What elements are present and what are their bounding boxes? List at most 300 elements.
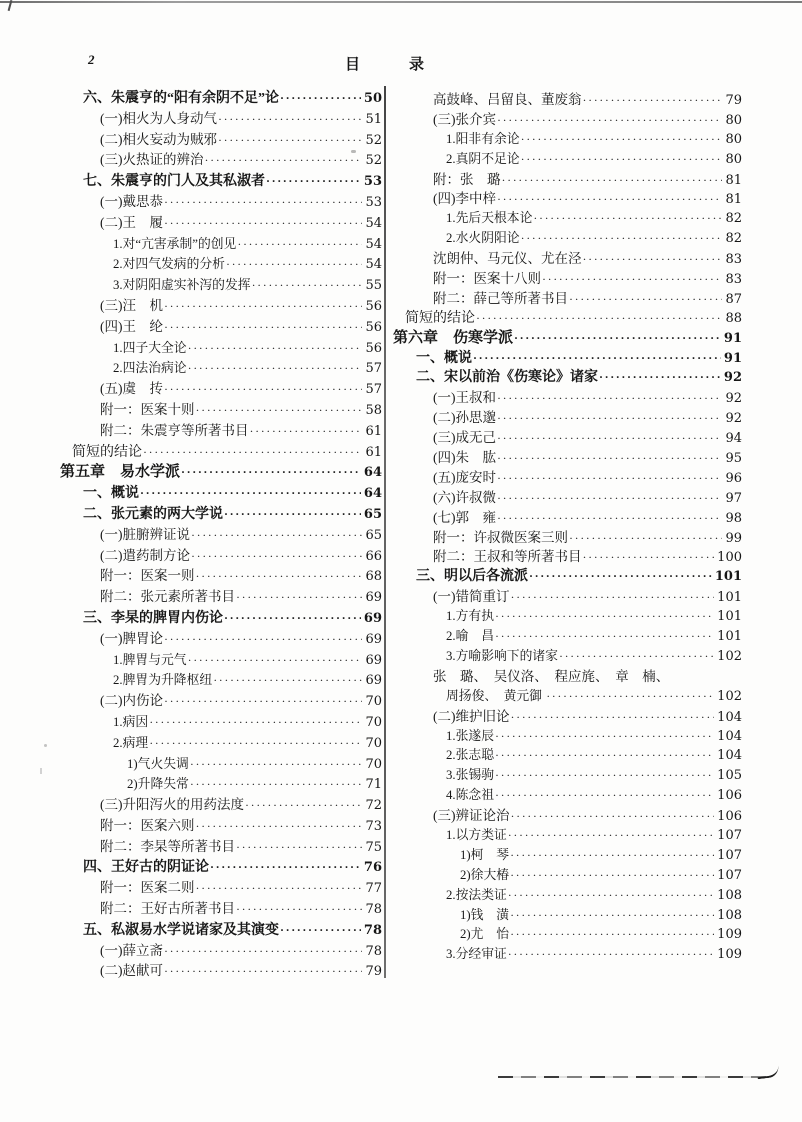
scan-artifact-speck (44, 744, 47, 747)
toc-entry (393, 687, 742, 707)
toc-entry (393, 329, 742, 349)
toc-entry-title: 附二：朱震亨等所著书目 (100, 422, 249, 438)
toc-entry-page-number: 104 (717, 748, 742, 764)
toc-entry-title: (五)庞安时 (433, 469, 496, 485)
toc-entry-title: 2.按法类证 (446, 887, 507, 902)
toc-entry-page-number: 106 (717, 788, 742, 804)
toc-entry (393, 508, 742, 528)
dot-leader (495, 627, 714, 647)
toc-entry-page-number: 92 (723, 370, 742, 386)
dot-leader (252, 275, 363, 296)
dot-leader (196, 566, 363, 587)
dot-leader (164, 691, 362, 712)
toc-entry (393, 90, 742, 110)
toc-entry-page-number: 109 (717, 947, 742, 963)
dot-leader (143, 442, 362, 463)
dot-leader (521, 229, 723, 249)
dot-leader (210, 857, 361, 878)
toc-entry-page-number: 83 (725, 272, 742, 288)
toc-entry-title: 2.喻 昌 (446, 629, 494, 644)
toc-entry (60, 754, 382, 775)
toc-entry-title: (一)脾胃论 (100, 630, 163, 646)
dot-leader (191, 525, 362, 546)
toc-entry (393, 189, 742, 209)
toc-entry (393, 249, 742, 269)
dot-leader (164, 379, 362, 400)
toc-entry (60, 421, 382, 442)
dot-leader (497, 190, 722, 210)
toc-entry-page-number: 69 (365, 673, 382, 689)
dot-leader (280, 88, 361, 109)
toc-entry-title: 附一：医案二则 (100, 880, 195, 896)
toc-entry-title: (三)汪 机 (100, 297, 163, 313)
toc-entry (393, 866, 742, 886)
toc-entry (60, 358, 382, 379)
dot-leader (164, 961, 362, 982)
toc-entry (393, 209, 742, 229)
dot-leader (196, 400, 363, 421)
dot-leader (497, 509, 722, 529)
toc-entry-page-number: 101 (717, 609, 742, 625)
toc-entry (393, 448, 742, 468)
toc-entry-title: (二)孙思邈 (433, 410, 496, 426)
toc-entry-title: 附二：王好古所著书目 (100, 901, 235, 917)
toc-entry (60, 587, 382, 608)
toc-entry-page-number: 53 (363, 174, 382, 190)
toc-entry (60, 816, 382, 837)
dot-leader (497, 111, 722, 131)
toc-entry (60, 941, 382, 962)
dot-leader (164, 213, 362, 234)
toc-entry (60, 670, 382, 691)
dot-leader (250, 421, 363, 442)
dot-leader (190, 754, 363, 775)
dot-leader (205, 150, 363, 171)
toc-entry-page-number: 80 (725, 151, 742, 167)
toc-entry (60, 795, 382, 816)
toc-entry-title: 1.阳非有余论 (446, 131, 520, 146)
toc-entry (393, 727, 742, 747)
toc-entry-title: (二)遣药制方论 (100, 547, 190, 563)
toc-entry-page-number: 108 (717, 887, 742, 903)
dot-leader (149, 712, 362, 733)
dot-leader (497, 389, 722, 409)
toc-entry-title: 2)升降失常 (127, 777, 189, 792)
dot-leader (569, 290, 722, 310)
toc-entry (60, 566, 382, 587)
toc-entry (60, 296, 382, 317)
toc-entry (60, 317, 382, 338)
toc-entry-page-number: 80 (725, 131, 742, 147)
toc-entry-page-number: 102 (717, 688, 742, 704)
toc-entry-page-number: 58 (365, 402, 382, 418)
toc-entry (60, 629, 382, 650)
toc-entry-page-number: 56 (365, 298, 382, 314)
toc-entry (393, 468, 742, 488)
toc-entry-page-number: 71 (365, 777, 382, 793)
toc-entry (60, 192, 382, 213)
toc-entry-page-number: 92 (725, 411, 742, 427)
toc-entry-page-number: 64 (363, 465, 382, 481)
toc-entry (60, 483, 382, 504)
toc-entry (393, 647, 742, 667)
toc-entry (60, 379, 382, 400)
dot-leader (476, 309, 722, 329)
toc-entry-title: 周扬俊、 黄元御 (446, 688, 546, 703)
toc-entry (60, 234, 382, 255)
dot-leader (583, 91, 723, 111)
toc-entry-title: 张 璐、 吴仪洛、 程应旄、 章 楠、 (433, 668, 670, 684)
toc-entry-title: (五)虞 抟 (100, 381, 163, 397)
toc-entry-title: 1.对“亢害承制”的创见 (113, 236, 237, 251)
toc-entry (393, 309, 742, 329)
toc-entry-page-number: 98 (725, 510, 742, 526)
toc-entry (393, 707, 742, 727)
toc-entry-page-number: 79 (725, 93, 742, 108)
dot-leader (497, 409, 722, 429)
toc-entry (60, 88, 382, 109)
toc-entry-page-number: 105 (717, 768, 742, 784)
toc-entry-title: (四)李中梓 (433, 191, 496, 207)
dot-leader (140, 483, 361, 504)
dot-leader (188, 358, 363, 379)
toc-left-column (60, 88, 382, 982)
toc-entry-title: 1.张遂辰 (446, 728, 494, 743)
toc-entry-title: 五、私淑易水学说诸家及其演变 (83, 922, 279, 938)
toc-entry-title: (二)内伤论 (100, 693, 163, 709)
toc-entry (393, 170, 742, 190)
toc-entry-title: 1)钱 潢 (460, 907, 510, 922)
toc-entry (393, 906, 742, 926)
toc-entry (393, 627, 742, 647)
dot-leader (508, 886, 714, 906)
column-divider-line (384, 86, 386, 978)
page-title: 目 录 (345, 57, 426, 73)
toc-entry (393, 428, 742, 448)
dot-leader (196, 816, 363, 837)
toc-entry-page-number: 96 (725, 470, 742, 486)
dot-leader (218, 109, 362, 130)
toc-entry (60, 213, 382, 234)
toc-entry (393, 746, 742, 766)
toc-entry (60, 462, 382, 483)
toc-entry-title: (二)相火妄动为贼邪 (100, 131, 217, 147)
toc-entry-title: 4.陈念祖 (446, 788, 494, 803)
toc-entry-title: 四、王好古的阴证论 (83, 860, 209, 876)
toc-entry (393, 368, 742, 388)
dot-leader (213, 670, 362, 691)
toc-entry-title: (三)辨证论治 (433, 808, 510, 824)
dot-leader (188, 338, 363, 359)
toc-entry-title: 一、概说 (416, 350, 472, 366)
toc-entry (60, 608, 382, 629)
toc-entry-page-number: 57 (365, 361, 382, 377)
toc-entry-page-number: 69 (365, 590, 382, 606)
toc-entry-page-number: 109 (717, 927, 742, 943)
toc-entry-title: 1.以方类证 (446, 827, 507, 842)
dot-leader (583, 250, 723, 270)
dot-leader (508, 826, 714, 846)
dot-leader (191, 546, 362, 567)
toc-entry-title: (一)错简重订 (433, 589, 510, 605)
toc-entry-page-number: 54 (365, 236, 382, 252)
toc-entry-title: 附二：薛己等所著书目 (433, 290, 568, 306)
toc-entry-page-number: 69 (365, 631, 382, 647)
toc-entry-page-number: 70 (365, 694, 382, 710)
toc-entry-title: (四)王 纶 (100, 318, 163, 334)
toc-entry-page-number: 54 (365, 215, 382, 231)
dot-leader (218, 130, 362, 151)
toc-entry-title: 2)尤 怡 (460, 927, 510, 942)
toc-entry-page-number: 107 (717, 867, 742, 883)
toc-entry (60, 774, 382, 795)
toc-entry (60, 546, 382, 567)
toc-entry-page-number: 101 (717, 590, 742, 606)
toc-entry (393, 528, 742, 548)
toc-entry-title: 附一：医案六则 (100, 817, 195, 833)
toc-entry-title: 第五章 易水学派 (60, 464, 181, 481)
toc-entry-title: 1.先后天根本论 (446, 211, 533, 226)
toc-entry-page-number: 64 (363, 486, 382, 502)
toc-entry-title: 高鼓峰、吕留良、董废翁 (433, 92, 582, 107)
toc-entry-title: 第六章 伤寒学派 (393, 329, 514, 346)
toc-entry-page-number: 78 (365, 902, 382, 918)
toc-entry-title: 三、李杲的脾胃内伤论 (83, 610, 223, 626)
toc-entry (393, 130, 742, 150)
toc-entry-page-number: 69 (363, 610, 382, 626)
toc-entry-title: 2.张志聪 (446, 748, 494, 763)
dot-leader (514, 329, 721, 349)
toc-entry-title: 2.脾胃为升降枢纽 (113, 673, 213, 688)
toc-entry-page-number: 78 (365, 943, 382, 959)
toc-entry-page-number: 107 (717, 847, 742, 863)
toc-entry-page-number: 77 (365, 881, 382, 897)
toc-entry-page-number: 92 (725, 391, 742, 407)
toc-entry (60, 733, 382, 754)
dot-leader (164, 317, 362, 338)
toc-entry-title: 3.张锡驹 (446, 768, 494, 783)
dot-leader (164, 192, 362, 213)
dot-leader (569, 529, 722, 549)
toc-entry-title: 3.分经审证 (446, 947, 507, 962)
toc-entry-page-number: 88 (725, 310, 742, 326)
toc-entry-page-number: 70 (365, 735, 382, 751)
toc-entry-page-number: 106 (717, 809, 742, 825)
dot-leader (495, 727, 714, 747)
toc-entry-title: (一)相火为人身动气 (100, 110, 217, 126)
toc-entry (60, 650, 382, 671)
toc-right-column (393, 90, 742, 965)
toc-entry-title: (二)王 履 (100, 214, 163, 230)
dot-leader (196, 878, 363, 899)
toc-entry (393, 567, 742, 587)
toc-entry-title: 2)徐大椿 (460, 867, 510, 882)
toc-entry (60, 150, 382, 171)
toc-entry-title: (四)朱 肱 (433, 450, 496, 466)
dot-leader (511, 708, 715, 728)
toc-entry-title: 附一：医案十八则 (433, 271, 541, 287)
toc-entry-page-number: 101 (717, 629, 742, 645)
toc-entry (393, 110, 742, 130)
toc-entry-title: (七)郭 雍 (433, 509, 496, 525)
toc-entry-title: (三)张介宾 (433, 111, 496, 127)
dot-leader (502, 171, 723, 191)
toc-entry-page-number: 78 (363, 922, 382, 938)
toc-entry-page-number: 51 (365, 111, 382, 127)
toc-entry-page-number: 69 (365, 652, 382, 668)
dot-leader (542, 270, 722, 290)
toc-entry-title: (一)脏腑辨证说 (100, 526, 190, 542)
toc-entry-title: (六)许叔微 (433, 489, 496, 505)
toc-entry-title: 1.四子大全论 (113, 340, 187, 355)
toc-entry (60, 961, 382, 982)
toc-entry-title: 2.水火阴阳论 (446, 231, 520, 246)
toc-entry (60, 442, 382, 463)
dot-leader (224, 504, 361, 525)
toc-entry-page-number: 50 (363, 91, 382, 106)
toc-entry (60, 525, 382, 546)
dot-leader (529, 567, 712, 587)
dot-leader (236, 587, 362, 608)
toc-entry-title: 附一：许叔微医案三则 (433, 529, 568, 545)
dot-leader (226, 254, 362, 275)
dot-leader (181, 462, 361, 483)
toc-entry-title: 二、宋以前治《伤寒论》诸家 (416, 370, 598, 386)
dot-leader (559, 647, 714, 667)
toc-entry-page-number: 68 (365, 569, 382, 585)
dot-leader (164, 296, 362, 317)
dot-leader (149, 733, 362, 754)
toc-entry-page-number: 61 (365, 423, 382, 439)
toc-entry-page-number: 101 (714, 569, 742, 585)
toc-entry (393, 607, 742, 627)
dot-leader (164, 629, 362, 650)
toc-entry (60, 878, 382, 899)
toc-entry-page-number: 104 (717, 709, 742, 725)
toc-entry (393, 388, 742, 408)
dot-leader (164, 941, 362, 962)
toc-entry-page-number: 104 (717, 728, 742, 744)
toc-entry (393, 408, 742, 428)
toc-entry (393, 269, 742, 289)
toc-entry-page-number: 83 (725, 252, 742, 268)
dot-leader (190, 774, 363, 795)
toc-entry-title: 2.对四气发病的分析 (113, 257, 225, 272)
toc-entry (60, 837, 382, 858)
toc-entry-title: 附一：医案一则 (100, 568, 195, 584)
dot-leader (583, 548, 715, 568)
toc-entry-title: 3.方喻影响下的诸家 (446, 648, 558, 663)
dot-leader (237, 234, 362, 255)
toc-entry-title: 1)柯 琴 (460, 847, 510, 862)
toc-entry-title: 附二：李杲等所著书目 (100, 838, 235, 854)
toc-entry-title: 附二：张元素所著书目 (100, 589, 235, 605)
toc-entry (60, 712, 382, 733)
toc-entry-title: (三)成无己 (433, 430, 496, 446)
toc-entry-page-number: 82 (725, 231, 742, 247)
toc-entry (393, 826, 742, 846)
toc-entry (393, 806, 742, 826)
toc-entry-page-number: 52 (365, 132, 382, 148)
toc-entry-title: 二、张元素的两大学说 (83, 506, 223, 522)
toc-entry (393, 846, 742, 866)
toc-entry-title: (三)火热证的辨治 (100, 152, 204, 168)
toc-entry (393, 150, 742, 170)
toc-entry-page-number: 97 (725, 490, 742, 506)
toc-entry (393, 289, 742, 309)
toc-entry-page-number: 56 (365, 319, 382, 335)
dot-leader (188, 650, 363, 671)
scan-artifact-top-edge (0, 1, 802, 3)
scan-artifact-smudge-line (498, 1076, 770, 1078)
toc-entry-page-number: 80 (725, 112, 742, 128)
toc-entry (60, 275, 382, 296)
toc-entry-title: (三)升阳泻火的用药法度 (100, 797, 244, 813)
toc-entry-page-number: 102 (717, 648, 742, 664)
scan-artifact-speck (40, 768, 42, 774)
toc-entry-page-number: 95 (725, 451, 742, 467)
toc-entry-title: 一、概说 (83, 486, 139, 502)
toc-entry (393, 886, 742, 906)
dot-leader (495, 607, 714, 627)
toc-entry-page-number: 79 (365, 964, 382, 980)
toc-entry (393, 229, 742, 249)
toc-entry-title: (一)王叔和 (433, 390, 496, 406)
dot-leader (495, 786, 714, 806)
folio-page-number: 2 (88, 52, 95, 67)
dot-leader (546, 687, 714, 707)
toc-entry (393, 349, 742, 369)
toc-entry-title: 三、明以后各流派 (416, 569, 528, 585)
toc-entry-page-number: 66 (365, 548, 382, 564)
toc-entry-page-number: 61 (365, 444, 382, 460)
dot-leader (245, 795, 362, 816)
toc-entry-page-number: 55 (365, 278, 382, 294)
toc-entry (393, 925, 742, 945)
toc-entry-title: 1)气火失调 (127, 756, 189, 771)
dot-leader (511, 588, 715, 608)
toc-entry-page-number: 100 (717, 550, 742, 566)
toc-entry-title: 1.病因 (113, 714, 149, 729)
toc-entry (60, 504, 382, 525)
dot-leader (497, 429, 722, 449)
dot-leader (266, 171, 361, 192)
dot-leader (236, 837, 362, 858)
toc-entry-page-number: 70 (365, 756, 382, 772)
dot-leader (280, 920, 361, 941)
toc-entry-page-number: 76 (363, 860, 382, 876)
toc-entry (393, 667, 742, 687)
toc-entry-page-number: 65 (363, 506, 382, 522)
toc-entry-title: (一)戴思恭 (100, 193, 163, 209)
toc-entry-page-number: 75 (365, 839, 382, 855)
toc-entry (60, 130, 382, 151)
toc-entry-title: 2.病理 (113, 735, 149, 750)
toc-entry-page-number: 91 (723, 330, 742, 346)
toc-entry-title: 2.真阴不足论 (446, 151, 520, 166)
toc-entry-page-number: 54 (365, 257, 382, 273)
toc-entry-page-number: 94 (725, 431, 742, 447)
toc-entry-title: 3.对阴阳虚实补泻的发挥 (113, 278, 251, 293)
toc-entry (393, 945, 742, 965)
toc-entry-page-number: 87 (725, 291, 742, 307)
toc-entry-page-number: 53 (365, 194, 382, 210)
dot-leader (521, 130, 723, 150)
toc-entry-title: (二)维护旧论 (433, 708, 510, 724)
toc-entry (60, 109, 382, 130)
toc-entry-title: 简短的结论 (405, 310, 475, 326)
toc-entry-title: 2.四法治病论 (113, 361, 187, 376)
